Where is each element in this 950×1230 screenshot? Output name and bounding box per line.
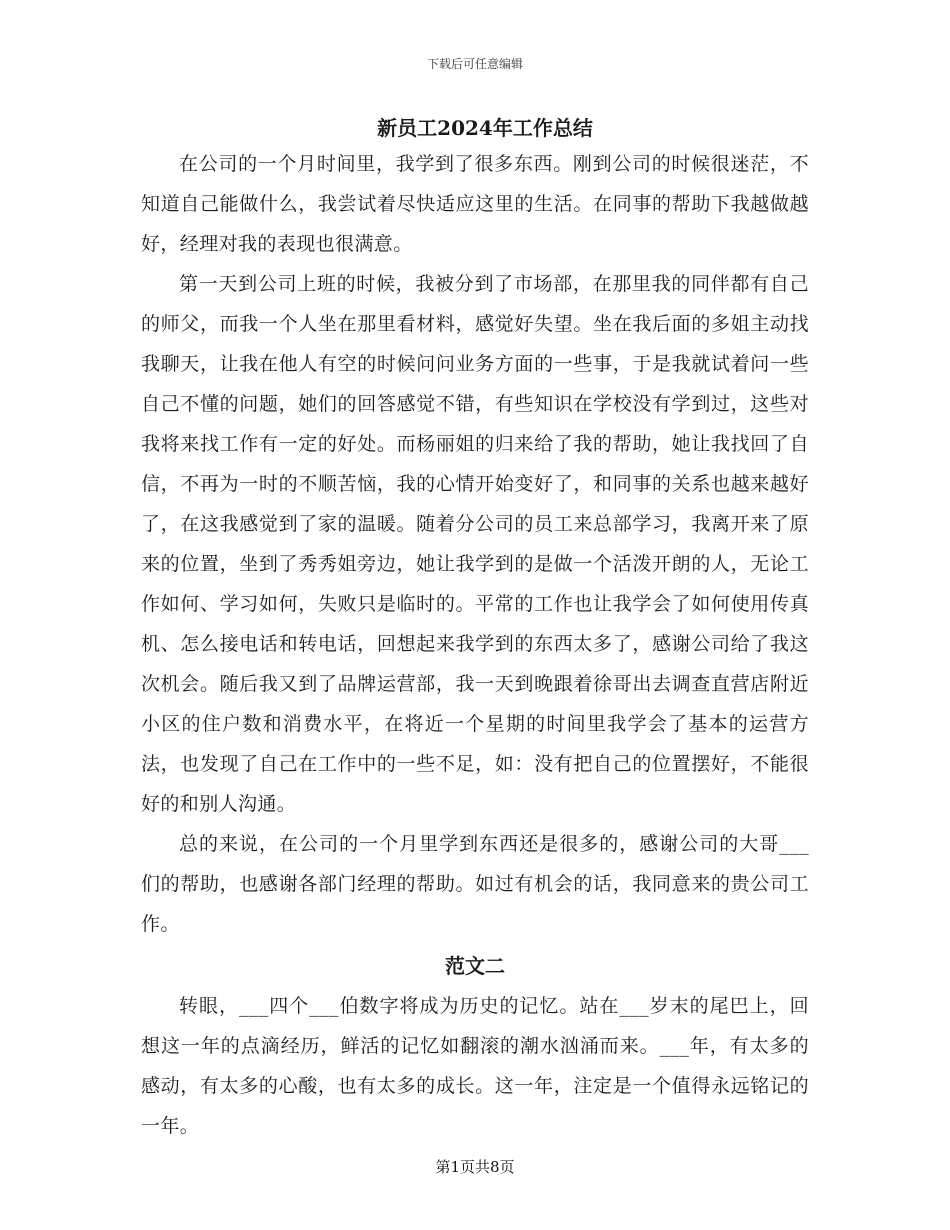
paragraph-3: 总的来说，在公司的一个月里学到东西还是很多的，感谢公司的大哥___们的帮助，也感谢各部门经理的帮助。如过有机会的话，我同意来的贵公司工作。 (141, 833, 809, 935)
document-title: 新员工2024年工作总结 (377, 116, 593, 140)
document-body (141, 112, 809, 1146)
section2-paragraph-1: 转眼，___四个___伯数字将成为历史的记忆。站在___岁末的尾巴上，回想这一年的点滴经历，鲜活的记忆如翻滚的潮水汹涌而来。___年，有太多的感动，有太多的心酸，也有太多的成长。这一年，注定是一个值得永远铭记的一年。 (141, 995, 809, 1137)
paragraph-1: 在公司的一个月时间里，我学到了很多东西。刚到公司的时候很迷茫，不知道自己能做什么，我尝试着尽快适应这里的生活。在同事的帮助下我越做越好，经理对我的表现也很满意。 (141, 153, 809, 255)
page-number: 第1页共8页 (435, 1158, 515, 1176)
header-note: 下载后可任意编辑 (426, 57, 523, 71)
paragraph-2: 第一天到公司上班的时候，我被分到了市场部，在那里我的同伴都有自己的师父，而我一个人坐在那里看材料，感觉好失望。坐在我后面的多姐主动找我聊天，让我在他人有空的时候问问业务方面的一些事，于是我就试着问一些自己不懂的问题，她们的回答感觉不错，有些知识在学校没有学到过，这些对我将来找工作有一定的好处。而杨丽姐的归来给了我的帮助，她让我找回了自信，不再为一时的不顺苦恼，我的心情开始变好了，和同事的关系也越来越好了，在这我感觉到了家的温暖。随着分公司的员工来总部学习，我离开来了原来的位置，坐到了秀秀姐旁边，她让我学到的是做一个活泼开朗的人，无论工作如何、学习如何，失败只是临时的。平常的工作也让我学会了如何使用传真机、怎么接电话和转电话，回想起来我学到的东西太多了，感谢公司给了我这次机会。随后我又到了品牌运营部，我一天到晚跟着徐哥出去调查直营店附近小区的住户数和消费水平，在将近一个星期的时间里我学会了基本的运营方法，也发现了自己在工作中的一些不足，如：没有把自己的位置摆好，不能很好的和别人沟通。 (141, 273, 809, 815)
section-title: 范文二 (445, 954, 505, 978)
